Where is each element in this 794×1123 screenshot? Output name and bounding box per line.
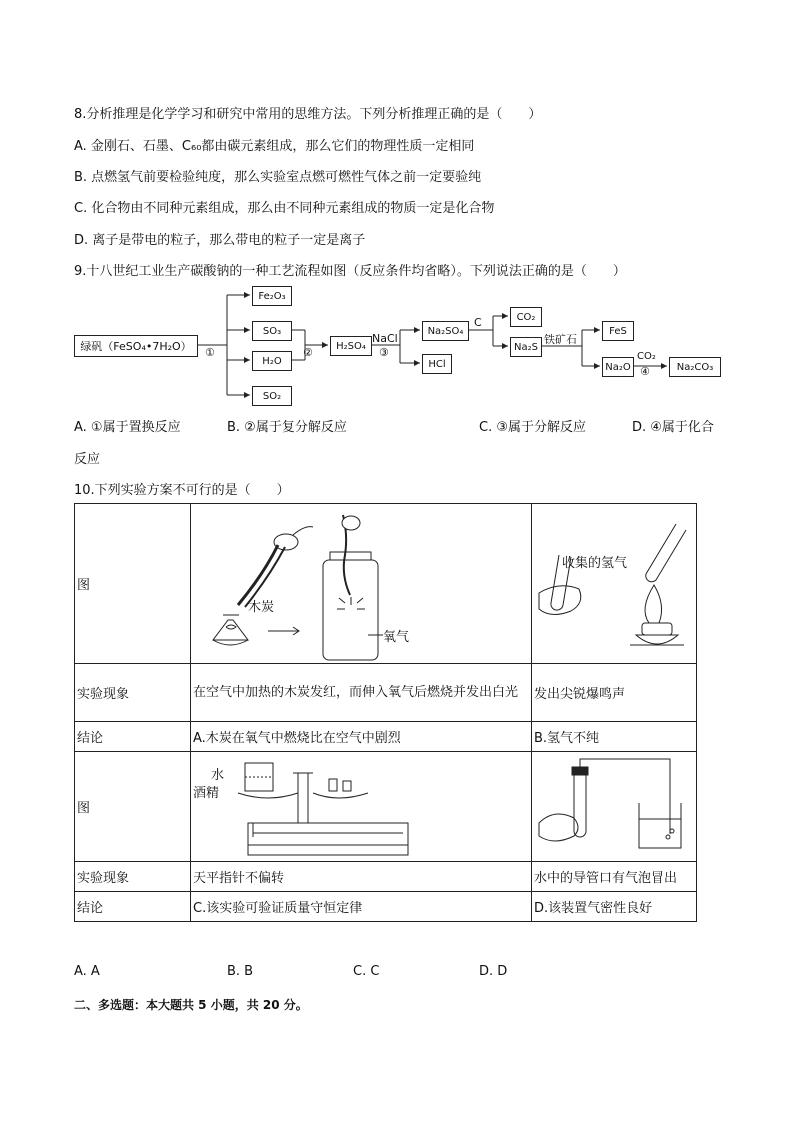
airtightness-illustration [534,753,694,861]
flow-box-na2co3: Na₂CO₃ [669,357,721,377]
section-heading: 二、多选题：本大题共 5 小题，共 20 分。 [74,998,308,1012]
row-label-phenomenon-2: 实验现象 [75,862,191,892]
row-label-conclusion: 结论 [75,722,191,752]
flow-box-so3: SO₃ [252,321,292,341]
conclusion-a: A.木炭在氧气中燃烧比在空气中剧烈 [191,722,532,752]
label-water: 水 [211,768,225,783]
flow-label-c: C [474,316,482,329]
conclusion-d: D.该装置气密性良好 [532,892,697,922]
row-label-pic-2: 图 [75,752,191,862]
flow-box-hcl: HCl [422,354,452,374]
table-row [75,722,697,752]
q9-option-a: A. ①属于置换反应 [74,420,181,435]
table-row [75,862,697,892]
table-row [75,664,697,722]
table-row [75,752,697,862]
table-row [75,892,697,922]
q10-experiment-table [74,503,697,922]
q8-option-b: B. 点燃氢气前要检验纯度，那么实验室点燃可燃性气体之前一定要验纯 [74,170,482,185]
figure-hydrogen-test [532,504,697,664]
flow-box-h2so4: H₂SO₄ [330,336,372,356]
q9-option-c: C. ③属于分解反应 [479,420,586,435]
q10-option-d: D. D [479,964,508,979]
label-charcoal: 木炭 [248,600,275,615]
flow-box-fe2o3: Fe₂O₃ [252,286,292,306]
q10-option-a: A. A [74,964,100,979]
q9-option-d: D. ④属于化合 [632,420,714,435]
phenomenon-c: 天平指针不偏转 [191,862,532,892]
charcoal-experiment-illustration [193,505,529,663]
row-label-phenomenon: 实验现象 [75,664,191,722]
flow-box-so2: SO₂ [252,386,292,406]
conclusion-b: B.氢气不纯 [532,722,697,752]
q10-option-c: C. C [353,964,380,979]
q9-stem: 9.十八世纪工业生产碳酸钠的一种工艺流程如图（反应条件均省略）。下列说法正确的是（ ） [74,264,626,279]
flow-step-3: ③ [379,346,389,359]
figure-balance [191,752,532,862]
q8-stem: 8.分析推理是化学学习和研究中常用的思维方法。下列分析推理正确的是（ ） [74,107,542,122]
q10-stem: 10.下列实验方案不可行的是（ ） [74,483,290,498]
label-oxygen: 氧气 [383,630,410,645]
table-row [75,504,697,664]
flow-box-na2o: Na₂O [602,357,634,377]
balance-illustration [193,753,529,861]
phenomenon-a: 在空气中加热的木炭发红，而伸入氧气后燃烧并发出白光 [191,664,532,722]
flow-step-1: ① [205,346,215,359]
q8-option-a: A. 金刚石、石墨、C₆₀都由碳元素组成，那么它们的物理性质一定相同 [74,139,475,154]
flow-label-iron-ore: 铁矿石 [544,333,577,346]
phenomenon-b: 发出尖锐爆鸣声 [532,664,697,722]
flow-box-co2: CO₂ [510,307,542,327]
q9-option-b: B. ②属于复分解反应 [227,420,347,435]
flow-step-4: ④ [640,365,650,378]
q10-option-b: B. B [227,964,254,979]
flow-label-co2: CO₂ [637,351,656,362]
q8-option-c: C. 化合物由不同种元素组成，那么由不同种元素组成的物质一定是化合物 [74,201,495,216]
hydrogen-test-illustration [534,505,694,663]
flow-box-na2s: Na₂S [510,337,542,357]
flow-step-2: ② [303,346,313,359]
flow-box-fes: FeS [602,321,634,341]
flow-box-na2so4: Na₂SO₄ [422,321,469,341]
figure-airtightness [532,752,697,862]
row-label-pic: 图 [75,504,191,664]
figure-charcoal-oxygen [191,504,532,664]
flow-box-green-vitriol: 绿矾（FeSO₄•7H₂O） [74,335,198,357]
flow-label-nacl: NaCl [372,332,398,345]
conclusion-c: C.该实验可验证质量守恒定律 [191,892,532,922]
row-label-conclusion-2: 结论 [75,892,191,922]
flow-box-h2o: H₂O [252,351,292,371]
q8-option-d: D. 离子是带电的粒子，那么带电的粒子一定是离子 [74,233,366,248]
q9-option-d-cont: 反应 [74,452,101,467]
label-collected-hydrogen: 收集的氢气 [562,556,628,571]
label-alcohol: 酒精 [193,786,220,801]
phenomenon-d: 水中的导管口有气泡冒出 [532,862,697,892]
